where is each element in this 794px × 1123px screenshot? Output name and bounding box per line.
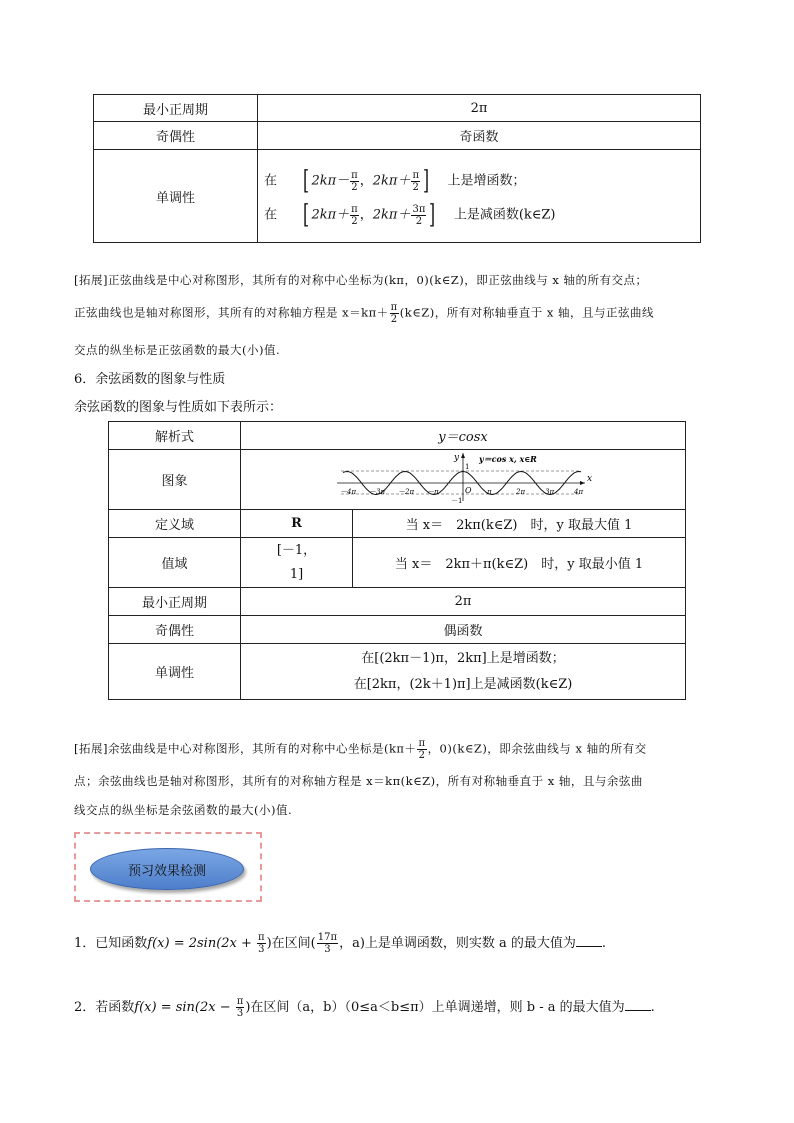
max-condition: 当 x＝ 2kπ(k∈Z) 时，y 取最大值 1 — [353, 510, 686, 538]
cosine-extension-line1: [拓展]余弦曲线是中心对称图形，其所有的对称中心坐标是(kπ＋ $\frac{\pi}{2}$ ，0)(k∈Z)，即余弦曲线与 x 轴的所有交 — [74, 738, 647, 761]
decreasing-interval: 在 [ 2kπ＋ $\frac{\pi}{2}$ ，2kπ＋ $\frac{3\pi}{2}$ ] 上是减函数(k∈Z) — [264, 200, 556, 230]
table-row — [109, 538, 686, 588]
increasing-interval: 在 [ 2kπ－ $\frac{\pi}{2}$ ，2kπ＋ $\frac{\pi}{2}$ ] 上是增函数； — [264, 166, 526, 196]
table-row — [109, 422, 686, 450]
table-row — [94, 122, 701, 150]
cosine-graph — [241, 451, 685, 509]
x-tick-label: －3π — [369, 487, 386, 496]
preview-test-badge — [90, 848, 244, 890]
graph-cell — [241, 450, 686, 510]
monotonic-cell — [258, 150, 701, 243]
answer-blank — [576, 934, 602, 947]
sine-extension-line2: 正弦曲线也是轴对称图形，其所有的对称轴方程是 x＝kπ＋ $\frac{\pi}{2}$ (k∈Z)，所有对称轴垂直于 x 轴，且与正弦曲线 — [74, 302, 654, 325]
y-label: y — [454, 452, 460, 463]
table-row — [109, 616, 686, 644]
badge-label: 预习效果检测 — [127, 863, 206, 879]
monotonic-cell: 在[(2kπ－1)π，2kπ]上是增函数； 在[2kπ，(2k＋1)π]上是减函数(k∈Z) — [241, 644, 686, 700]
y-neg-one-label: －1 — [451, 496, 463, 505]
table-row — [109, 510, 686, 538]
row-label: 奇偶性 — [109, 616, 241, 644]
badge-frame — [74, 832, 262, 902]
x-tick-label: 4π — [574, 487, 584, 496]
question-2: 2．若函数f(x) = sin(2x − $\frac{\pi}{3}$ )在区间（a，b）（0≤a＜b≤π）上单调递增，则 b - a 的最大值为 . — [74, 996, 655, 1019]
sine-properties-table — [93, 94, 701, 243]
row-label: 解析式 — [109, 422, 241, 450]
row-value: 2π — [241, 588, 686, 616]
range-value: [－1， 1] — [241, 538, 353, 588]
cosine-extension-line3: 线交点的纵坐标是余弦函数的最大(小)值. — [74, 803, 293, 817]
row-label: 值域 — [109, 538, 241, 588]
section-intro: 余弦函数的图象与性质如下表所示： — [74, 400, 283, 415]
x-axis-arrow — [580, 481, 585, 485]
row-label: 最小正周期 — [109, 588, 241, 616]
x-tick-label: －π — [427, 487, 439, 496]
x-tick-label: 2π — [516, 487, 526, 496]
row-label: 最小正周期 — [94, 95, 258, 122]
row-label: 单调性 — [109, 644, 241, 700]
y-one-label: 1 — [465, 462, 470, 471]
min-condition: 当 x＝ 2kπ＋π(k∈Z) 时，y 取最小值 1 — [353, 538, 686, 588]
question-1: 1．已知函数f(x) = 2sin(2x + $\frac{\pi}{3}$ )在区间( $\frac{17\pi}{3}$ ，a)上是单调函数，则实数 a 的最大值为 . — [74, 932, 607, 955]
cosine-properties-table — [108, 421, 686, 700]
row-value: 偶函数 — [241, 616, 686, 644]
section-title: 6．余弦函数的图象与性质 — [74, 372, 226, 387]
sine-extension-line1: [拓展]正弦曲线是中心对称图形，其所有的对称中心坐标为(kπ，0)(k∈Z)，即正弦曲线与 x 轴的所有交点； — [74, 273, 648, 287]
origin-label: O — [465, 485, 472, 495]
row-label: 图象 — [109, 450, 241, 510]
sine-extension-line3: 交点的纵坐标是正弦函数的最大(小)值. — [74, 343, 281, 357]
x-label: x — [587, 473, 593, 484]
graph-equation: y＝cos x, x∈R — [479, 453, 537, 464]
x-tick-label: －2π — [398, 487, 415, 496]
row-label: 定义域 — [109, 510, 241, 538]
domain-value: R — [241, 510, 353, 538]
y-axis-arrow — [461, 453, 465, 458]
row-value: y＝cosx — [241, 422, 686, 450]
x-tick-label: －4π — [340, 487, 357, 496]
answer-blank — [625, 998, 651, 1011]
row-label: 奇偶性 — [94, 122, 258, 150]
row-value: 奇函数 — [258, 122, 701, 150]
x-tick-label: π — [487, 487, 492, 496]
table-row — [94, 95, 701, 122]
cosine-extension-line2: 点；余弦曲线也是轴对称图形，其所有的对称轴方程是 x＝kπ(k∈Z)，所有对称轴垂直于 x 轴，且与余弦曲 — [74, 774, 643, 788]
row-label: 单调性 — [94, 150, 258, 243]
row-value: 2π — [258, 95, 701, 122]
x-tick-label: 3π — [545, 487, 555, 496]
table-row — [109, 644, 686, 700]
table-row — [109, 450, 686, 510]
table-row — [94, 150, 701, 243]
table-row — [109, 588, 686, 616]
